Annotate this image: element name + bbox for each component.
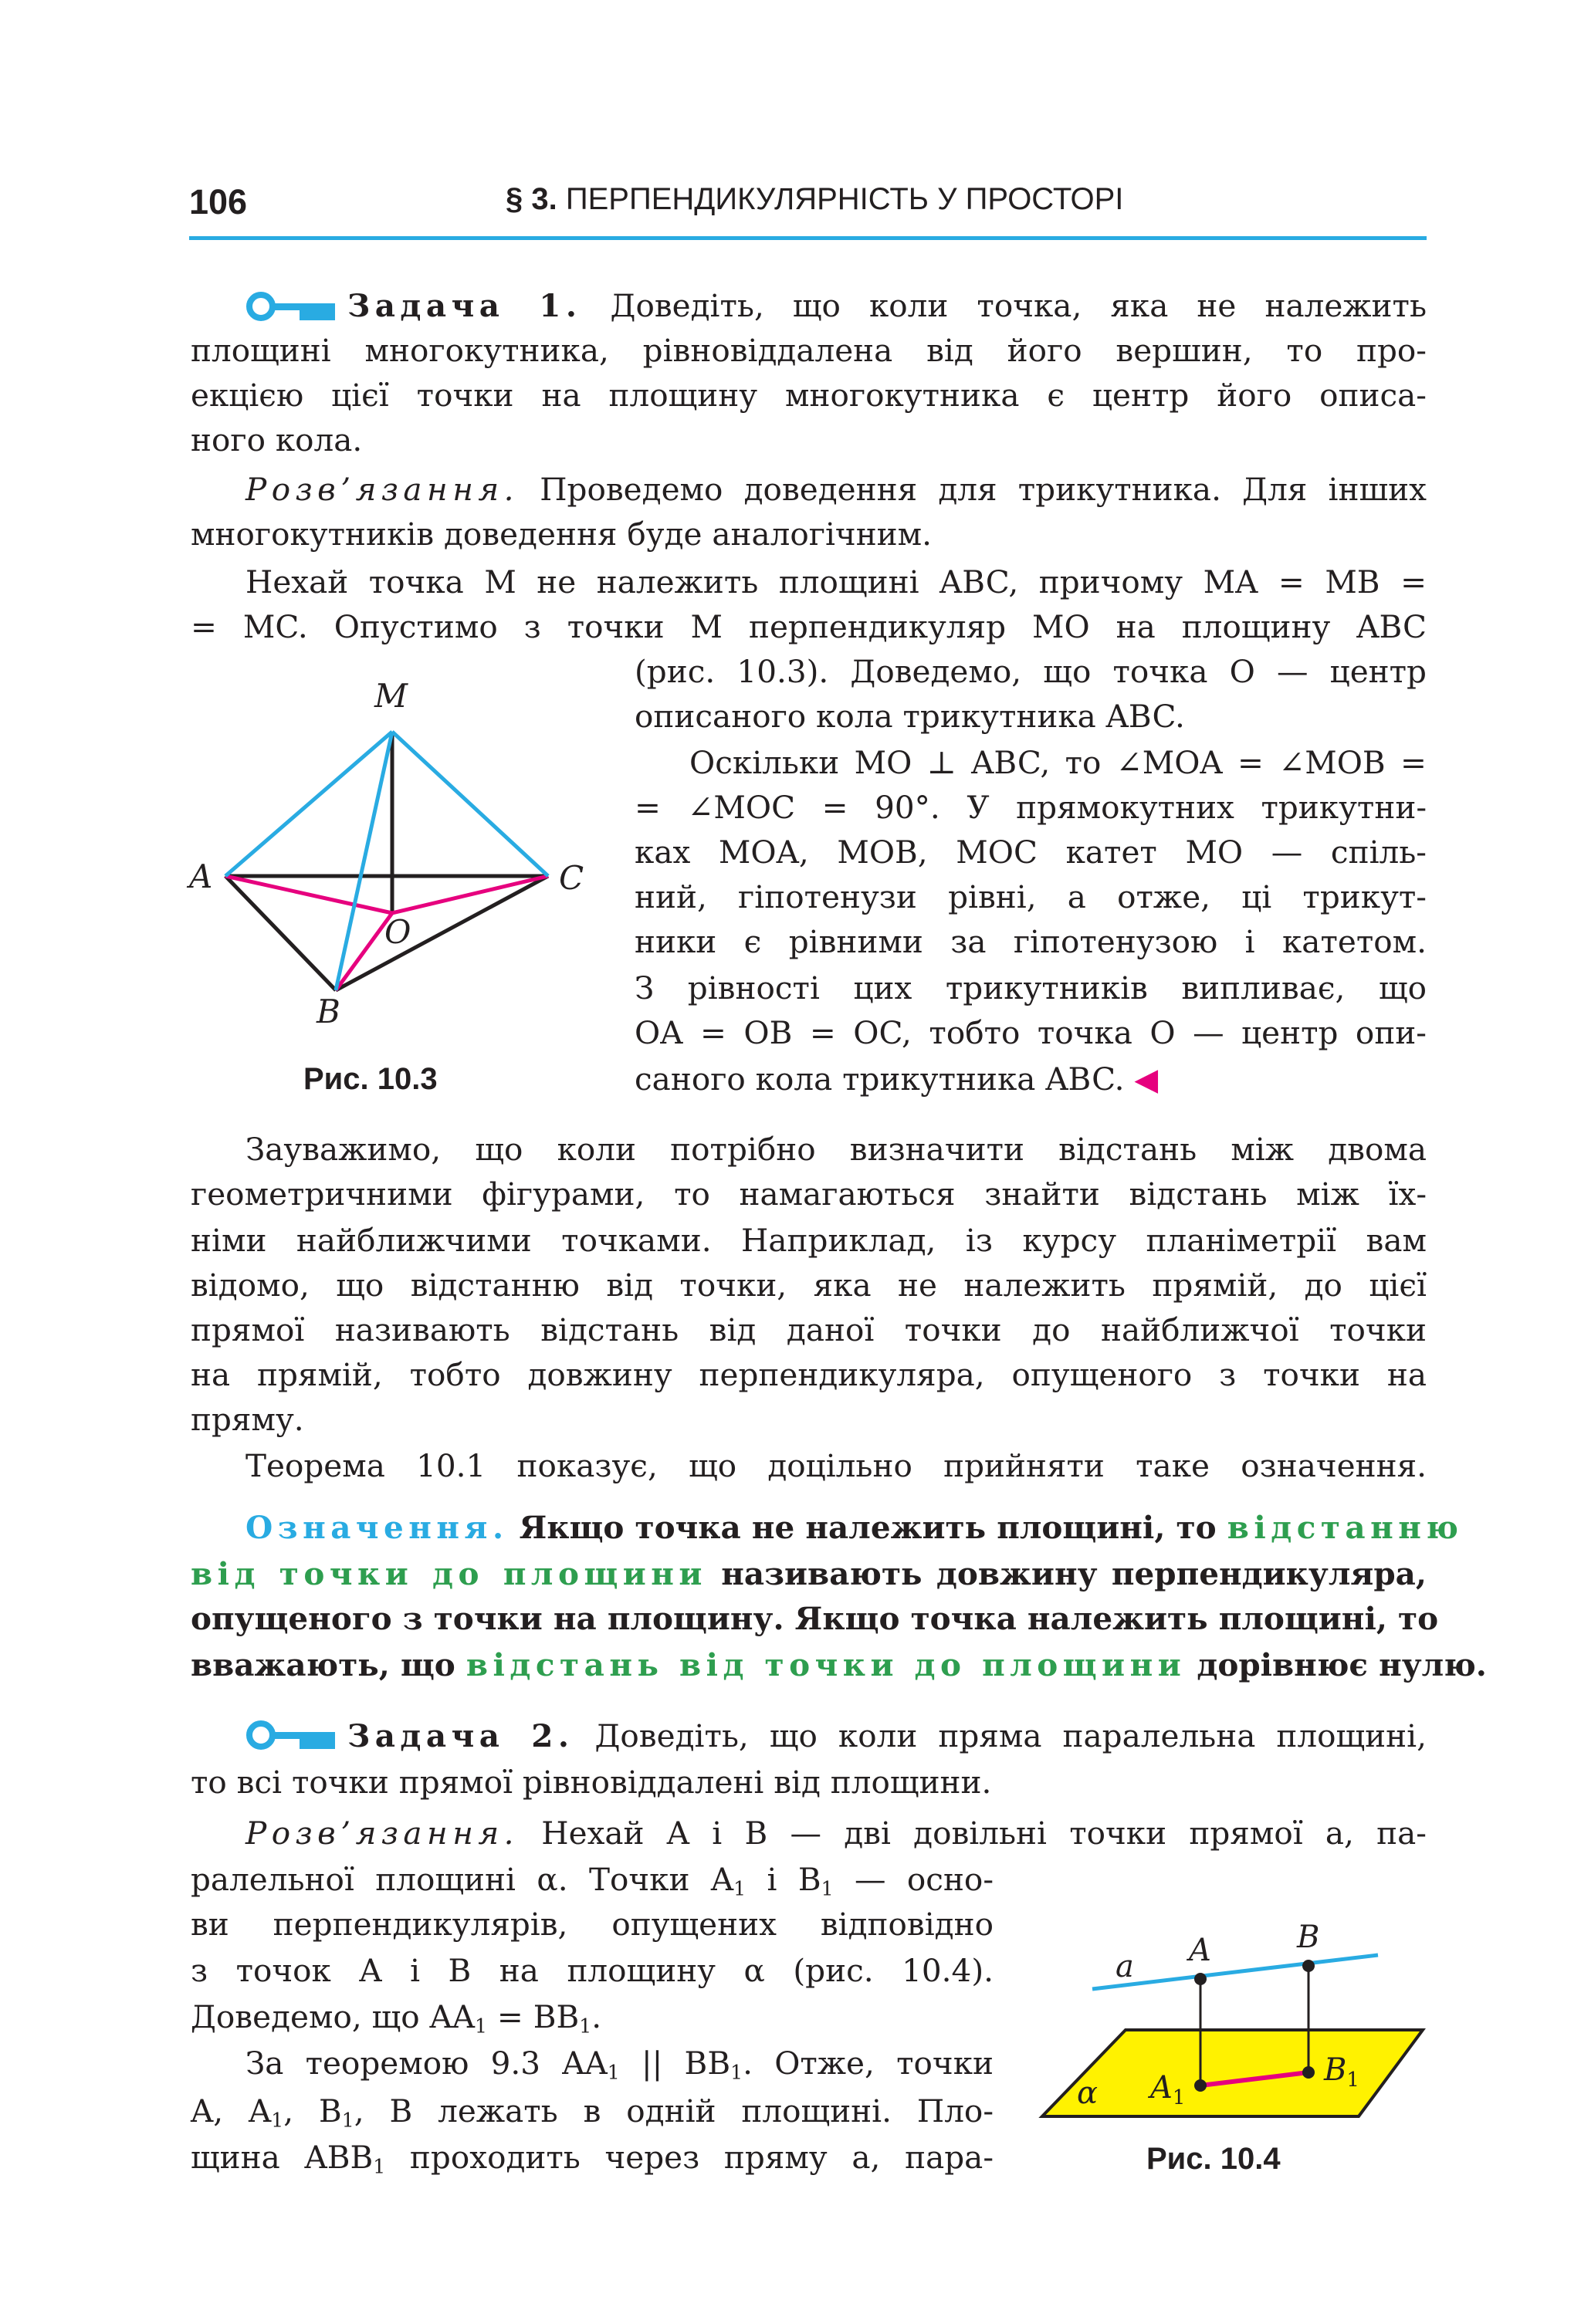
definition-line4	[191, 1642, 1487, 1687]
definition-line1	[245, 1505, 1464, 1550]
figure-10-4-caption: Рис. 10.4	[1146, 2142, 1281, 2176]
solution1-text: Проведемо доведення для трикутника. Для інших	[540, 471, 1427, 508]
section-mark: § 3.	[506, 182, 557, 216]
solution2-line7: A, $A_1$, $B_1$, B лежать в одній площині. Пло-	[191, 2092, 994, 2132]
figure-10-3-caption: Рис. 10.3	[303, 1062, 438, 1096]
solution1-line14	[635, 1057, 1427, 1101]
solution1-line4: = MC. Опустимо з точки M перпендикуляр MO на площину ABC	[191, 608, 1427, 645]
solution2-line2: ралельної площині α. Точки $A_1$ і $B_1$ — осно-	[191, 1861, 994, 1900]
remark-line7: пряму.	[191, 1401, 304, 1438]
label-a: A	[189, 858, 213, 895]
solution1-line12: З рівності цих трикутників випливає, що	[635, 969, 1427, 1006]
remark-line2: геометричними фігурами, то намагаються знайти відстань між їх-	[191, 1176, 1427, 1213]
solution1-line8: = ∠MOC = 90°. У прямокутних трикутни-	[635, 789, 1427, 826]
solution2-line3: ви перпендикулярів, опущених відповідно	[191, 1906, 994, 1943]
label-m: M	[374, 677, 408, 715]
task2-line2: то всі точки прямої рівновіддалені від площини.	[191, 1764, 992, 1801]
plane-alpha	[1042, 2030, 1423, 2116]
task2-label: Задача 2.	[347, 1717, 574, 1754]
label-b: B	[1297, 1920, 1320, 1955]
point-a	[1194, 1973, 1207, 1985]
task2-text: Доведіть, що коли пряма паралельна площині,	[594, 1717, 1427, 1754]
solution1-line6: описаного кола трикутника ABC.	[635, 698, 1185, 735]
definition-term-2: від точки до площини	[191, 1555, 707, 1592]
edge-mc	[392, 732, 548, 876]
label-a1: $A_1$	[1150, 2070, 1186, 2109]
definition-text-1a: Якщо точка не належить площині, то	[519, 1509, 1217, 1546]
solution1-label: Розв’язання.	[245, 471, 520, 508]
solution1-line10: ний, гіпотенузи рівні, а отже, ці трикут-	[635, 878, 1427, 915]
label-alpha: α	[1077, 2075, 1099, 2111]
remark-line5: прямої називають відстань від даної точки до найближчої точки	[191, 1311, 1427, 1348]
definition-term-3: відстань від точки до площини	[465, 1646, 1187, 1683]
header-rule	[189, 236, 1427, 240]
definition-line2	[191, 1551, 1427, 1596]
label-c: C	[559, 859, 584, 897]
segment-oc	[392, 876, 548, 913]
figure-10-4	[1034, 1914, 1436, 2123]
solution1-line1	[245, 467, 1427, 512]
task1-line2: площині многокутника, рівновіддалена від його вершин, то про-	[191, 332, 1427, 369]
definition-term-1: відстанню	[1227, 1509, 1464, 1546]
solution1-line7: Оскільки MO ⊥ ABC, то ∠MOA = ∠MOB =	[689, 744, 1427, 781]
task1-line1	[347, 283, 1427, 328]
solution1-line5: (рис. 10.3). Доведемо, що точка O — центр	[635, 653, 1427, 690]
solution1-line2: многокутників доведення буде аналогічним.	[191, 516, 933, 553]
solution2-line4: з точок A і B на площину α (рис. 10.4).	[191, 1952, 994, 1989]
label-b: B	[317, 993, 340, 1030]
solution1-line13: OA = OB = OC, тобто точка O — центр опи-	[635, 1014, 1427, 1051]
solution1-line14-text: саного кола трикутника ABC.	[635, 1061, 1125, 1098]
task1-label: Задача 1.	[347, 287, 582, 324]
solution2-line5: Доведемо, що $AA_1 = BB_1$.	[191, 1998, 602, 2038]
definition-line3: опущеного з точки на площину. Якщо точка належить площині, то	[191, 1600, 1439, 1637]
solution2-line6: За теоремою 9.3 $AA_1$ || $BB_1$. Отже, точки	[245, 2045, 994, 2084]
edge-ab	[225, 876, 336, 990]
remark-line3: німи найближчими точками. Наприклад, із курсу планіметрії вам	[191, 1222, 1427, 1259]
task1-text: Доведіть, що коли точка, яка не належить	[610, 287, 1427, 324]
point-a1	[1194, 2079, 1207, 2092]
definition-label: Означення.	[245, 1509, 509, 1546]
edge-bc	[336, 876, 548, 990]
definition-text-4a: вважають, що	[191, 1646, 455, 1683]
section-heading	[506, 182, 1123, 217]
label-o: O	[384, 913, 411, 951]
segment-oa	[225, 876, 392, 913]
remark-line4: відомо, що відстанню від точки, яка не належить прямій, до цієї	[191, 1267, 1427, 1304]
solution1-line3: Нехай точка M не належить площині ABC, причому MA = MB =	[245, 563, 1427, 600]
solution1-line9: ках MOA, MOB, MOC катет MO — спіль-	[635, 834, 1427, 871]
solution2-line8: щина $ABB_1$ проходить через пряму a, пара-	[191, 2139, 994, 2178]
label-b1: $B_1$	[1324, 2052, 1359, 2092]
figure-10-3	[185, 671, 602, 1034]
point-b1	[1302, 2066, 1315, 2079]
solution2-text: Нехай A і B — дві довільні точки прямої a, па-	[541, 1815, 1427, 1852]
task1-line3: екцією цієї точки на площину многокутника є центр його описа-	[191, 377, 1427, 414]
task2-line1	[347, 1713, 1427, 1758]
remark-line8: Теорема 10.1 показує, що доцільно прийняти таке означення.	[245, 1447, 1427, 1484]
label-a: A	[1189, 1933, 1211, 1968]
task1-line4: ного кола.	[191, 421, 363, 458]
key-icon	[245, 291, 338, 322]
remark-line6: на прямій, тобто довжину перпендикуляра, опущеного з точки на	[191, 1356, 1427, 1393]
page-number: 106	[189, 182, 248, 222]
definition-text-4c: дорівнює нулю.	[1197, 1646, 1487, 1683]
point-b	[1302, 1960, 1315, 1972]
solution2-label: Розв’язання.	[245, 1815, 520, 1852]
key-icon	[245, 1720, 338, 1751]
section-title: ПЕРПЕНДИКУЛЯРНІСТЬ У ПРОСТОРІ	[565, 182, 1124, 216]
solution2-line1	[245, 1811, 1427, 1855]
line-a	[1092, 1955, 1378, 1989]
triangle-left-icon: ◀	[1134, 1062, 1159, 1098]
definition-text-2b: називають довжину перпендикуляра,	[721, 1555, 1427, 1592]
label-line-a: a	[1116, 1949, 1134, 1984]
solution1-line11: ники є рівними за гіпотенузою і катетом.	[635, 923, 1427, 960]
remark-line1: Зауважимо, що коли потрібно визначити відстань між двома	[245, 1131, 1427, 1168]
